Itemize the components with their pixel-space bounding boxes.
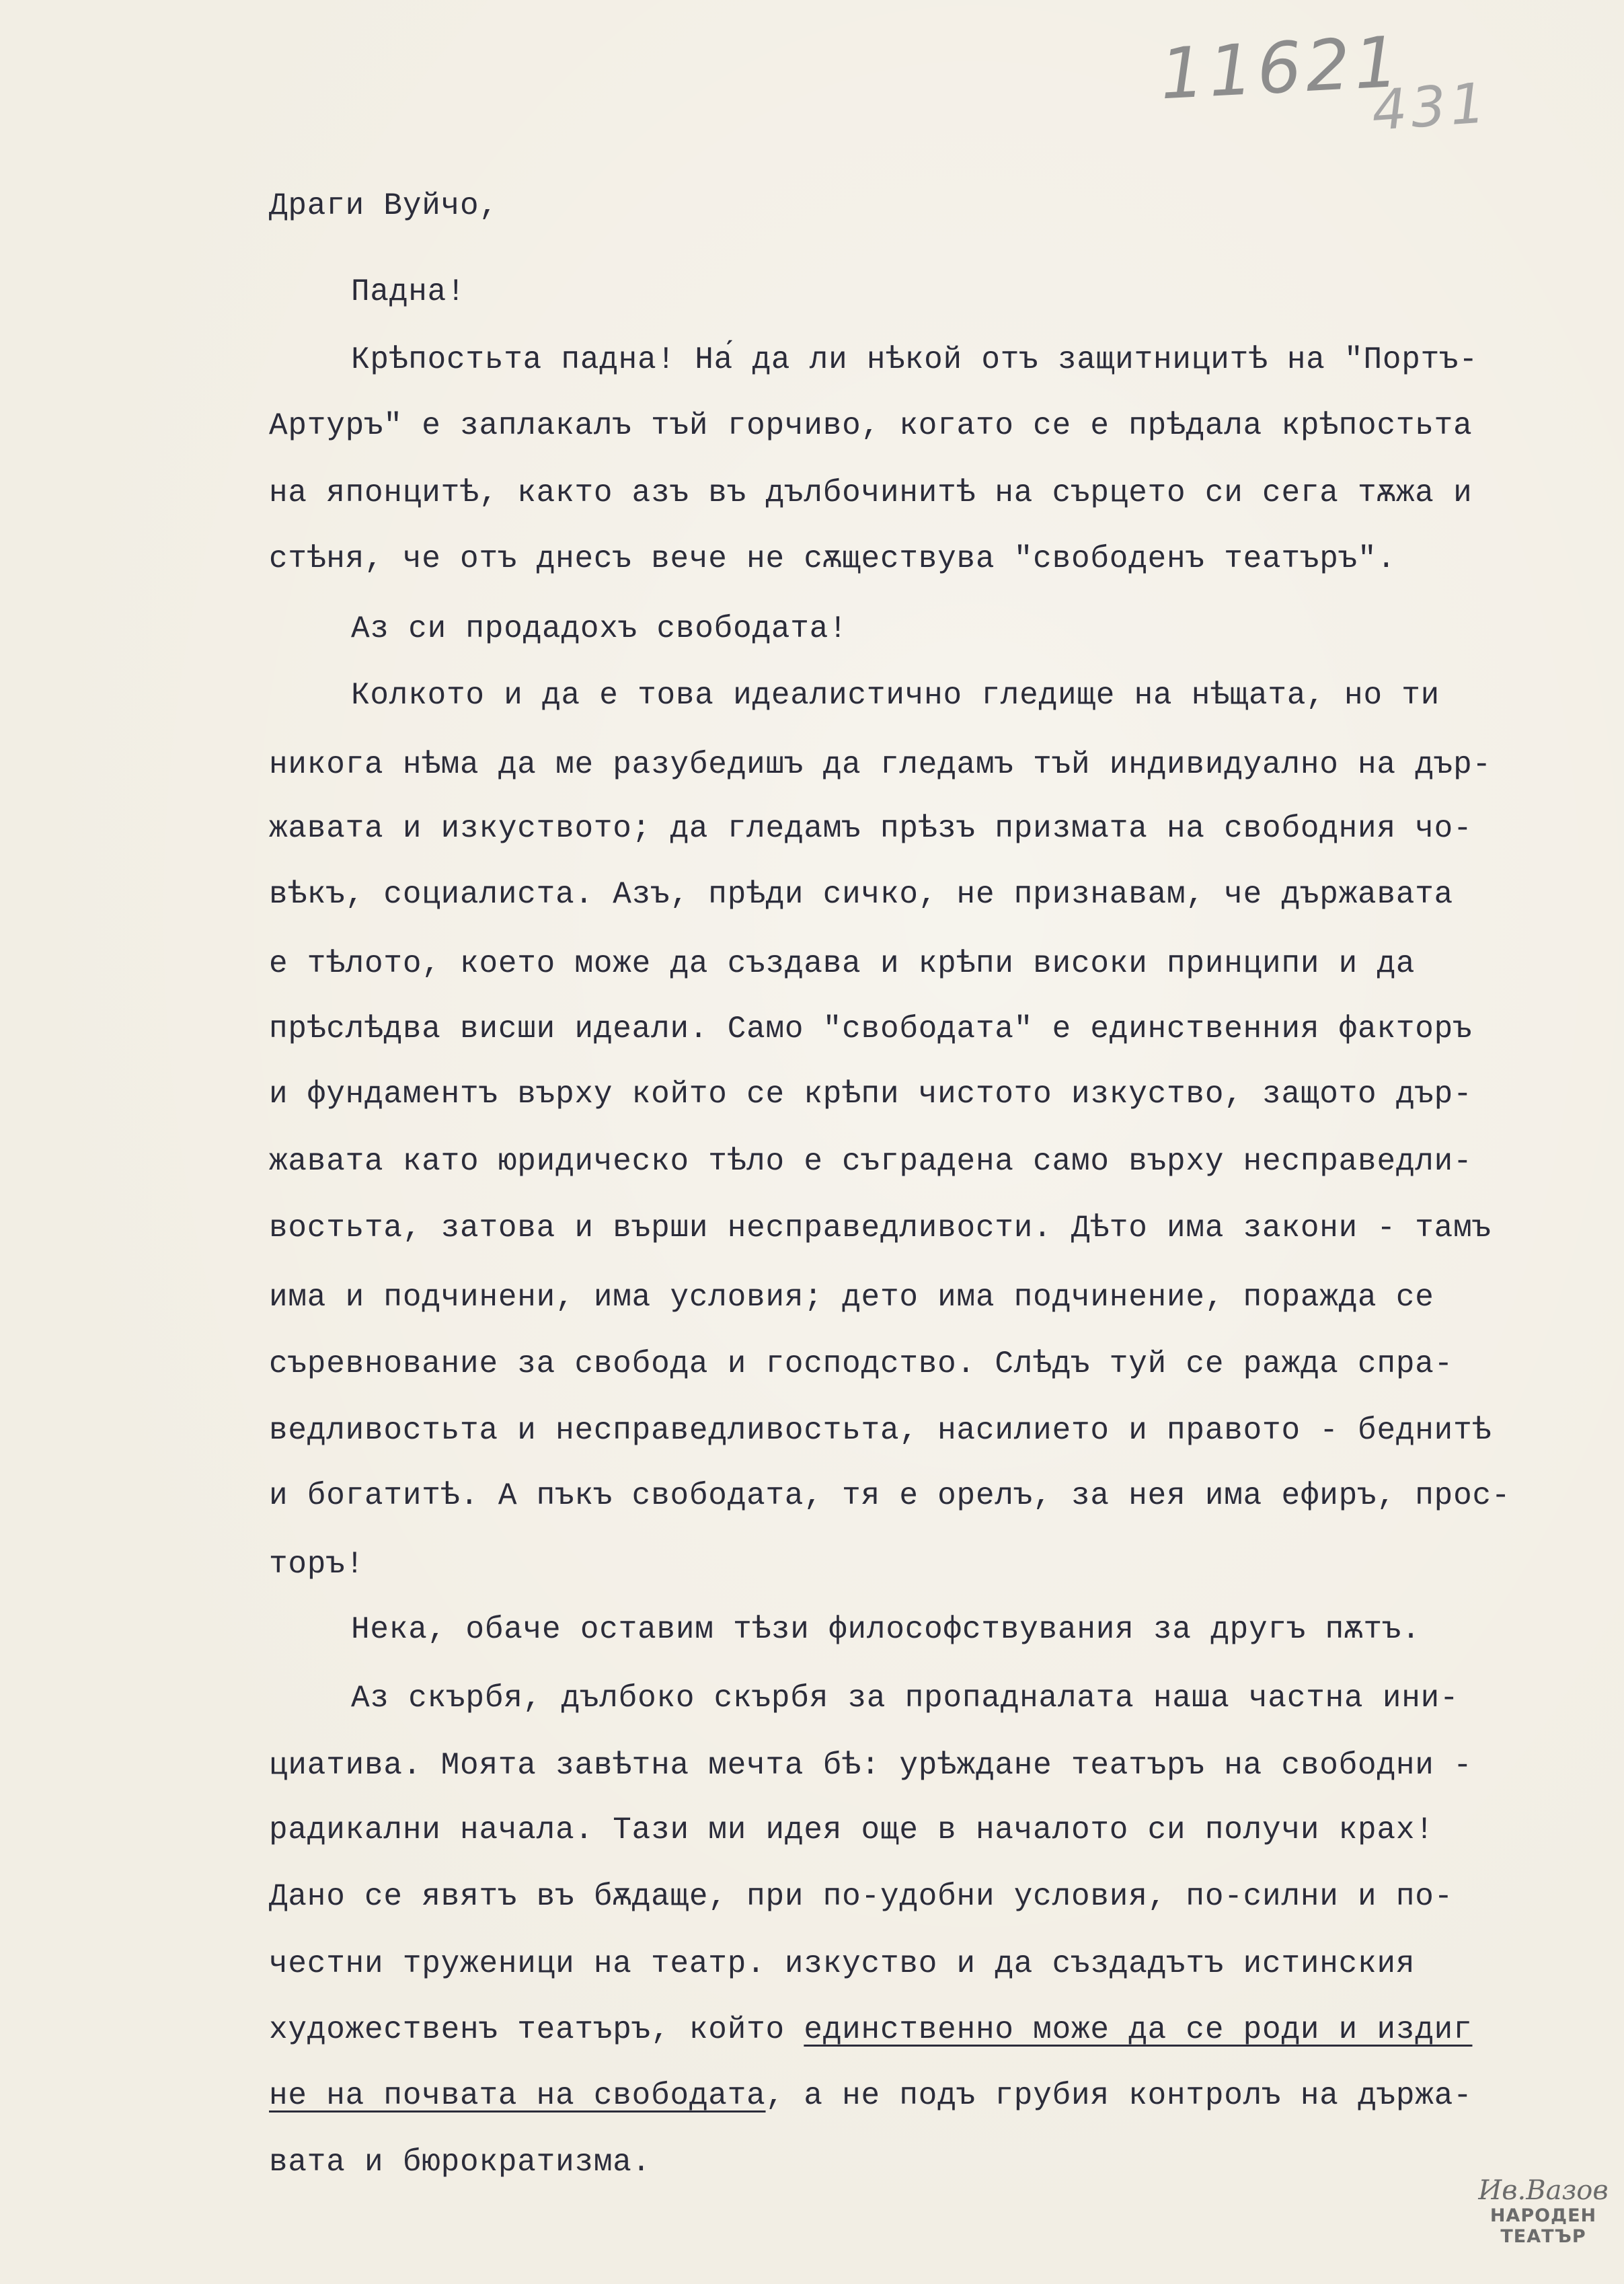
archive-number-handwritten: 11621 xyxy=(1158,20,1405,116)
text-line: Аз скърбя, дълбоко скърбя за пропадналата наша частна ини- xyxy=(351,1681,1459,1716)
text-line: циатива. Моята завѣтна мечта бѣ: урѣждане театъръ на свободни - xyxy=(269,1748,1473,1783)
page-number-handwritten: 431 xyxy=(1369,71,1492,143)
text-line: Колкото и да е това идеалистично гледище на нѣщата, но ти xyxy=(351,678,1440,713)
text-line: востьта, затова и върши несправедливости. Дѣто има закони - тамъ xyxy=(269,1211,1492,1246)
text-line: Падна! xyxy=(351,274,466,309)
text-line: Дано се явятъ въ бѫдаще, при по-удобни условия, по-силни и по- xyxy=(269,1879,1454,1914)
text-line: честни труженици на театр. изкуство и да създадътъ истинския xyxy=(269,1946,1416,1981)
text-line: ведливостьта и несправедливостьта, насилието и правото - беднитѣ xyxy=(269,1413,1492,1448)
text-line xyxy=(269,2076,1473,2116)
text-line: има и подчинени, има условия; дето има подчинение, поражда се xyxy=(269,1280,1434,1315)
text-line: Артуръ" е заплакалъ тъй горчиво, когато се е прѣдала крѣпостьта xyxy=(269,408,1473,443)
logo-word-line2: ТЕАТЪР xyxy=(1500,2226,1586,2247)
underlined-text: единственно може да се роди и издиг xyxy=(804,2012,1473,2047)
text-line: и фундаментъ върху който се крѣпи чистото изкуство, защото дър- xyxy=(269,1077,1473,1112)
text-line: Аз си продадохъ свободата! xyxy=(351,611,848,646)
text-line: е тѣлото, което може да създава и крѣпи високи принципи и да xyxy=(269,946,1416,981)
text-line: прѣслѣдва висши идеали. Само "свободата" е единственния факторъ xyxy=(269,1012,1473,1046)
text-line: жавата и изкуството; да гледамъ прѣзъ призмата на свободния чо- xyxy=(269,811,1473,846)
text-line: и богатитѣ. А пъкъ свободата, тя е орелъ, за нея има ефиръ, прос- xyxy=(269,1478,1511,1513)
logo-script: Ив.Вазов xyxy=(1478,2175,1609,2206)
logo-word-line1: НАРОДЕН xyxy=(1490,2205,1597,2226)
text-line: никога нѣма да ме разубедишъ да гледамъ тъй индивидуално на дър- xyxy=(269,747,1492,782)
text-line: радикални начала. Тази ми идея още в началото си получи крах! xyxy=(269,1813,1434,1848)
underlined-text: не на почвата на свободата xyxy=(269,2078,766,2113)
text-span: , а не подъ грубия контролъ на държа- xyxy=(765,2078,1473,2113)
text-line xyxy=(269,2010,1473,2050)
text-line: Нека, обаче оставим тѣзи философствувания за другъ пѫтъ. xyxy=(351,1612,1421,1647)
text-span: художественъ театъръ, който xyxy=(269,2012,804,2047)
text-line: торъ! xyxy=(269,1547,365,1582)
text-line: стѣня, че отъ днесъ вече не сѫществува "свободенъ театъръ". xyxy=(269,541,1396,576)
text-line: вѣкъ, социалиста. Азъ, прѣди сичко, не признавам, че държавата xyxy=(269,877,1454,912)
text-line: жавата като юридическо тѣло е съградена само върху несправедли- xyxy=(269,1144,1473,1179)
text-line: на японцитѣ, както азъ въ дълбочинитѣ на сърцето си сега тѫжа и xyxy=(269,475,1473,510)
text-line: Крѣпостьта падна! На́ да ли нѣкой отъ защитницитѣ на "Портъ- xyxy=(351,342,1478,377)
salutation: Драги Вуйчо, xyxy=(269,188,498,223)
text-line: съревнование за свобода и господство. Слѣдъ туй се ражда спра- xyxy=(269,1346,1454,1381)
national-theatre-logo xyxy=(1476,2176,1611,2270)
text-line: вата и бюрократизма. xyxy=(269,2145,652,2180)
